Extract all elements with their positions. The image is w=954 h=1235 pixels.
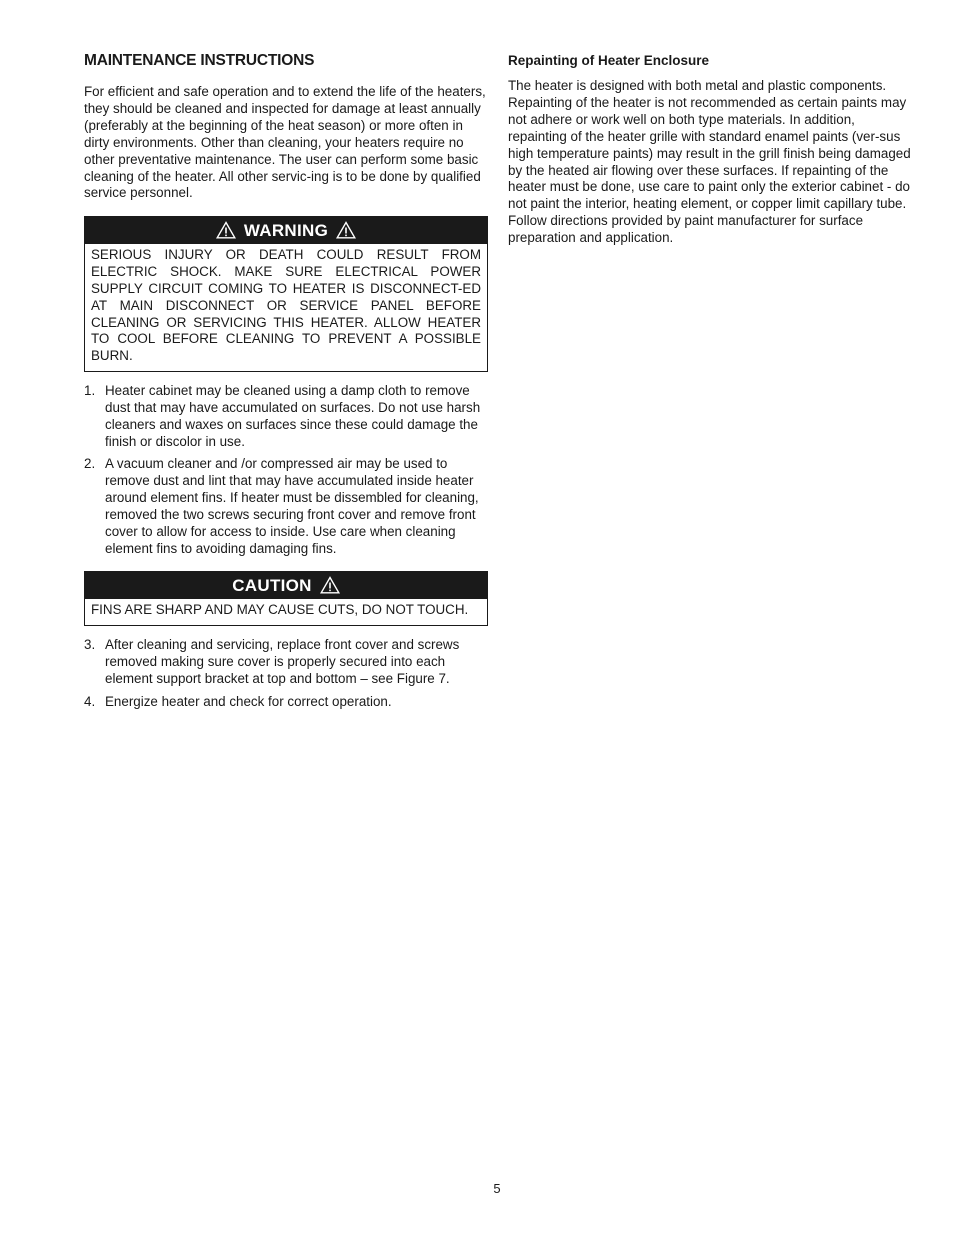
list-item (84, 456, 488, 557)
warning-triangle-icon (320, 576, 340, 594)
warning-triangle-icon (336, 221, 356, 239)
step-number: 3. (84, 637, 96, 653)
step-number: 2. (84, 456, 96, 472)
steps-list-a (84, 383, 488, 558)
caution-text: FINS ARE SHARP AND MAY CAUSE CUTS, DO NOT TOUCH. (91, 602, 469, 618)
step-number: 4. (84, 693, 96, 709)
step-text: A vacuum cleaner and /or compressed air may be used to remove dust and lint that may have accumulated inside heater around element fins. If heater must be dissembled for cleaning, removed the two screws securing front cover and remove front cover to allow for access to inside. Use care when cleaning element fins to avoiding damaging fins. (105, 456, 479, 556)
maintenance-intro: For efficient and safe operation and to extend the life of the heaters, they should be cleaned and inspected for damage at least annually (preferably at the beginning of the heat season) or more often in dirty environments. Other than cleaning, your heaters require no other preventative maintenance. The user can perform some basic cleaning of the heater. All other servic-ing is to be done by qualified service personnel. (84, 84, 486, 201)
repainting-text: The heater is designed with both metal and plastic components. Repainting of the heater is not recommended as certain paints may not adhere or work well on both type materials. In addition, repainting of the heater grille with standard enamel paints (ver-sus high temperature paints) may result in the grill finish being damaged by the heated air flowing over these surfaces. If repainting of the heater must be done, use care to paint only the exterior cabinet - do not paint the interior, heating element, or copper limit capillary tube. Follow directions provided by paint manufacturer for surface preparation and application. (508, 78, 911, 246)
caution-box (84, 571, 488, 626)
page-number: 5 (493, 1181, 501, 1196)
list-item (84, 383, 488, 451)
step-number: 1. (84, 382, 96, 398)
warning-triangle-icon (216, 221, 236, 239)
warning-box (84, 216, 488, 372)
step-text: Energize heater and check for correct operation. (105, 693, 392, 709)
list-item (84, 694, 488, 711)
section-title-repainting: Repainting of Heater Enclosure (508, 53, 710, 68)
step-text: After cleaning and servicing, replace front cover and screws removed making sure cover is properly secured into each element support bracket at top and bottom – see Figure 7. (105, 637, 460, 687)
warning-label: WARNING (243, 221, 329, 241)
step-text: Heater cabinet may be cleaned using a damp cloth to remove dust that may have accumulated on surfaces. Do not use harsh cleaners and waxes on surfaces since these could damage the finish or discolor in use. (105, 382, 481, 449)
left-column (84, 52, 488, 716)
caution-header (85, 572, 487, 599)
caution-label: CAUTION (232, 576, 312, 596)
warning-header (85, 217, 487, 244)
warning-text: SERIOUS INJURY OR DEATH COULD RESULT FROM ELECTRIC SHOCK. MAKE SURE ELECTRICAL POWER SUPPLY CIRCUIT COMING TO HEATER IS DISCONNECT-ED AT MAIN DISCONNECT OR SERVICE PANEL BEFORE CLEANING OR SERVICING THIS HEATER. ALLOW HEATER TO COOL BEFORE CLEANING TO PREVENT A POSSIBLE BURN. (91, 247, 481, 364)
list-item (84, 637, 488, 688)
steps-list-b (84, 637, 488, 710)
section-title-maintenance: MAINTENANCE INSTRUCTIONS (84, 52, 315, 69)
right-column (508, 52, 914, 247)
